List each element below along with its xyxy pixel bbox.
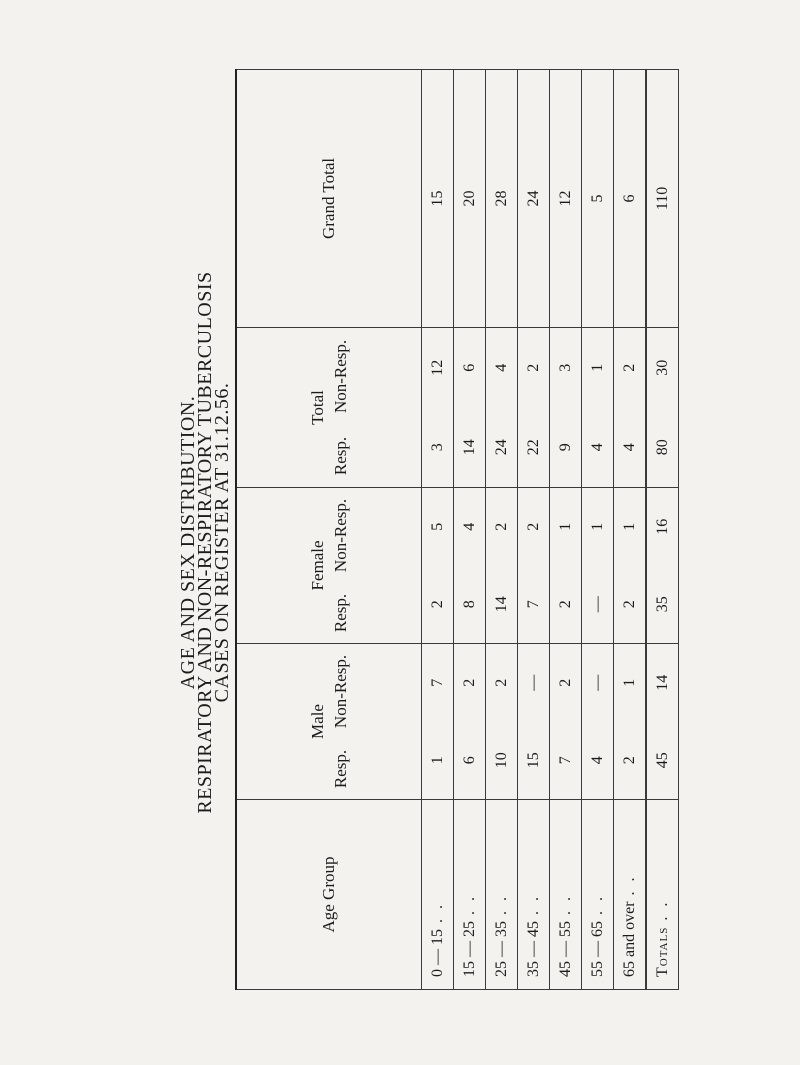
total-resp: 9	[550, 407, 582, 487]
male-resp: 6	[454, 722, 486, 800]
total-nonresp-total: 30	[646, 327, 679, 407]
female-nonresp: 1	[614, 487, 647, 565]
male-nonresp: 7	[422, 643, 454, 721]
header-male-resp: Resp.	[331, 749, 350, 789]
age-label: 65 and over	[620, 901, 638, 977]
table-row	[454, 69, 486, 989]
male-resp: 10	[486, 722, 518, 800]
totals-row	[646, 69, 679, 989]
table-row	[486, 69, 518, 989]
female-nonresp: 1	[550, 487, 582, 565]
grand-total: 5	[582, 69, 614, 327]
age-label: 45 — 55	[556, 921, 574, 977]
male-resp-total: 45	[646, 722, 679, 800]
female-nonresp-total: 16	[646, 487, 679, 565]
distribution-table	[235, 69, 679, 990]
table-row	[518, 69, 550, 989]
leader-dots: . .	[653, 899, 671, 921]
title-line-2: RESPIRATORY AND NON-RESPIRATORY TUBERCULOSIS	[194, 271, 216, 814]
male-resp: 2	[614, 722, 647, 800]
female-resp-total: 35	[646, 565, 679, 643]
total-resp: 4	[614, 407, 647, 487]
header-total-nonresp: Non-Resp.	[331, 339, 350, 414]
grand-total: 15	[422, 69, 454, 327]
male-resp: 15	[518, 722, 550, 800]
age-label: 55 — 65	[588, 921, 606, 977]
leader-dots: . .	[428, 902, 446, 923]
male-nonresp: —	[518, 643, 550, 721]
leader-dots: . .	[460, 894, 478, 915]
grand-total: 6	[614, 69, 647, 327]
male-nonresp: 1	[614, 643, 647, 721]
total-nonresp: 2	[518, 327, 550, 407]
age-label: 15 — 25	[460, 921, 478, 977]
table-row	[550, 69, 582, 989]
female-resp: 7	[518, 565, 550, 643]
leader-dots: . .	[524, 894, 542, 915]
leader-dots: . .	[556, 894, 574, 915]
total-nonresp: 12	[422, 327, 454, 407]
male-resp: 4	[582, 722, 614, 800]
grand-total-total: 110	[646, 69, 679, 327]
female-nonresp: 2	[518, 487, 550, 565]
totals-label: Totals	[653, 926, 671, 977]
header-total-resp: Resp.	[331, 436, 350, 476]
male-nonresp: 2	[486, 643, 518, 721]
total-resp: 24	[486, 407, 518, 487]
grand-total: 24	[518, 69, 550, 327]
leader-dots: . .	[588, 894, 606, 915]
total-resp-total: 80	[646, 407, 679, 487]
table-row	[614, 69, 647, 989]
total-nonresp: 2	[614, 327, 647, 407]
total-nonresp: 6	[454, 327, 486, 407]
table-row	[422, 69, 454, 989]
total-resp: 22	[518, 407, 550, 487]
male-nonresp: 2	[454, 643, 486, 721]
total-nonresp: 3	[550, 327, 582, 407]
male-nonresp: 2	[550, 643, 582, 721]
header-female-resp: Resp.	[331, 593, 350, 633]
total-resp: 4	[582, 407, 614, 487]
grand-total: 28	[486, 69, 518, 327]
total-resp: 14	[454, 407, 486, 487]
header-female: Female Resp. Non-Resp.	[236, 487, 422, 643]
title-line-1: AGE AND SEX DISTRIBUTION.	[177, 395, 199, 690]
female-resp: —	[582, 565, 614, 643]
male-nonresp-total: 14	[646, 643, 679, 721]
header-age-group: Age Group	[236, 800, 422, 990]
leader-dots: . .	[620, 874, 638, 896]
title-line-3: CASES ON REGISTER AT 31.12.56.	[211, 382, 233, 703]
header-total: Total Resp. Non-Resp.	[236, 327, 422, 487]
rotated-page	[0, 70, 671, 1015]
age-label: 0 — 15	[428, 929, 446, 977]
header-female-nonresp: Non-Resp.	[331, 498, 350, 573]
header-male-nonresp: Non-Resp.	[331, 654, 350, 729]
grand-total: 12	[550, 69, 582, 327]
age-label: 25 — 35	[492, 921, 510, 977]
female-resp: 2	[422, 565, 454, 643]
female-nonresp: 1	[582, 487, 614, 565]
female-resp: 2	[614, 565, 647, 643]
total-nonresp: 4	[486, 327, 518, 407]
male-resp: 1	[422, 722, 454, 800]
header-male: Male Resp. Non-Resp.	[236, 643, 422, 799]
female-nonresp: 4	[454, 487, 486, 565]
male-resp: 7	[550, 722, 582, 800]
total-resp: 3	[422, 407, 454, 487]
male-nonresp: —	[582, 643, 614, 721]
leader-dots: . .	[492, 894, 510, 915]
female-resp: 2	[550, 565, 582, 643]
grand-total: 20	[454, 69, 486, 327]
female-nonresp: 2	[486, 487, 518, 565]
total-nonresp: 1	[582, 327, 614, 407]
age-label: 35 — 45	[524, 921, 542, 977]
female-resp: 14	[486, 565, 518, 643]
table-row	[582, 69, 614, 989]
female-nonresp: 5	[422, 487, 454, 565]
female-resp: 8	[454, 565, 486, 643]
title-block	[0, 70, 240, 1015]
header-grand-total: Grand Total	[236, 69, 422, 327]
